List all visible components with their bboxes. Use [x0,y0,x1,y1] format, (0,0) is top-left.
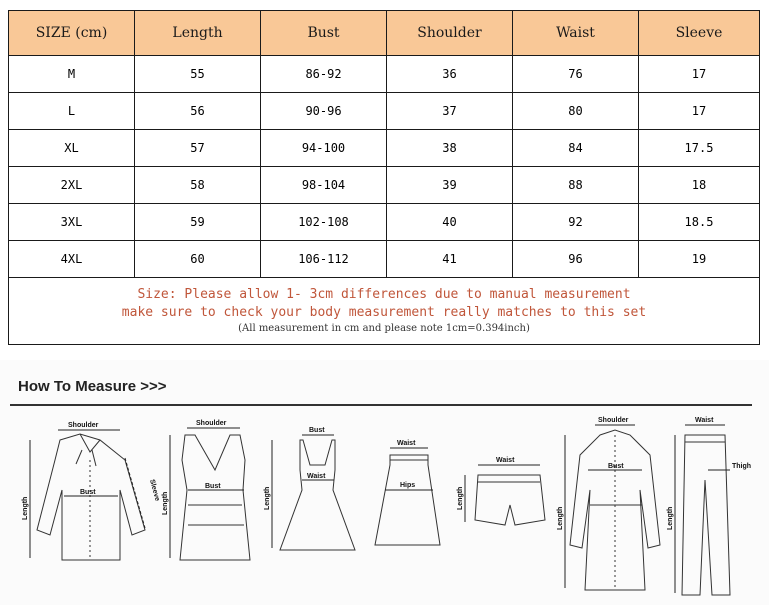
title-divider [10,404,752,406]
label-shoulder: Shoulder [196,420,227,427]
cell-length: 55 [135,56,261,93]
how-to-measure-title: How To Measure >>> [18,378,167,395]
how-to-measure-section [0,360,769,605]
label-length: Length [667,506,674,530]
cell-bust: 106-112 [261,241,387,278]
header-bust: Bust [261,11,387,56]
tank-top-figure [170,428,250,560]
cell-waist: 80 [513,93,639,130]
cell-length: 57 [135,130,261,167]
label-thigh: Thigh [732,463,752,470]
table-header-row [9,11,760,56]
cell-bust: 90-96 [261,93,387,130]
table-row [9,241,760,278]
label-length: Length [264,486,271,510]
header-length: Length [135,11,261,56]
size-chart-table [8,10,760,345]
cell-size: 4XL [9,241,135,278]
cell-sleeve: 18.5 [639,204,760,241]
label-waist: Waist [397,440,416,447]
label-bust: Bust [205,483,221,490]
label-hips: Hips [400,482,416,489]
skirt-figure [375,448,440,545]
cell-waist: 88 [513,167,639,204]
dress-figure [272,435,355,550]
cell-sleeve: 17 [639,56,760,93]
cell-shoulder: 37 [387,93,513,130]
note-check-measurement: make sure to check your body measurement really matches to this set [121,305,647,320]
header-sleeve: Sleeve [639,11,760,56]
label-waist: Waist [496,457,515,464]
cell-sleeve: 18 [639,167,760,204]
table-row [9,56,760,93]
header-waist: Waist [513,11,639,56]
cell-size: L [9,93,135,130]
label-sleeve: Sleeve [148,478,161,502]
cell-bust: 102-108 [261,204,387,241]
cell-shoulder: 38 [387,130,513,167]
note-row [9,278,760,345]
cell-shoulder: 40 [387,204,513,241]
cell-shoulder: 36 [387,56,513,93]
cell-waist: 84 [513,130,639,167]
header-shoulder: Shoulder [387,11,513,56]
cell-length: 58 [135,167,261,204]
label-length: Length [457,486,464,510]
cell-bust: 86-92 [261,56,387,93]
label-waist: Waist [695,417,714,424]
cell-size: XL [9,130,135,167]
cell-shoulder: 41 [387,241,513,278]
cell-bust: 98-104 [261,167,387,204]
label-waist: Waist [307,473,326,480]
label-length: Length [557,506,564,530]
cell-waist: 76 [513,56,639,93]
label-bust: Bust [608,463,624,470]
cell-bust: 94-100 [261,130,387,167]
measurement-figures [0,410,769,605]
label-bust: Bust [309,427,325,434]
cell-sleeve: 17 [639,93,760,130]
note-allowance: Size: Please allow 1- 3cm differences due to manual measurement [137,287,631,302]
label-shoulder: Shoulder [68,422,99,429]
table-row [9,130,760,167]
cell-shoulder: 39 [387,167,513,204]
table-row [9,93,760,130]
cell-waist: 92 [513,204,639,241]
cell-waist: 96 [513,241,639,278]
cell-length: 59 [135,204,261,241]
shorts-figure [465,465,545,525]
cell-sleeve: 17.5 [639,130,760,167]
pants-figure [675,425,730,595]
cell-size: 2XL [9,167,135,204]
label-shoulder: Shoulder [598,417,629,424]
coat-figure [565,425,660,590]
label-length: Length [162,491,169,515]
table-row [9,204,760,241]
cell-size: M [9,56,135,93]
cell-size: 3XL [9,204,135,241]
label-bust: Bust [80,489,96,496]
table-row [9,167,760,204]
cell-length: 60 [135,241,261,278]
note-unit-conversion: (All measurement in cm and please note 1cm=0.394inch) [238,323,530,334]
note-cell [9,278,760,345]
cell-length: 56 [135,93,261,130]
header-size: SIZE (cm) [9,11,135,56]
label-length: Length [22,496,29,520]
cell-sleeve: 19 [639,241,760,278]
